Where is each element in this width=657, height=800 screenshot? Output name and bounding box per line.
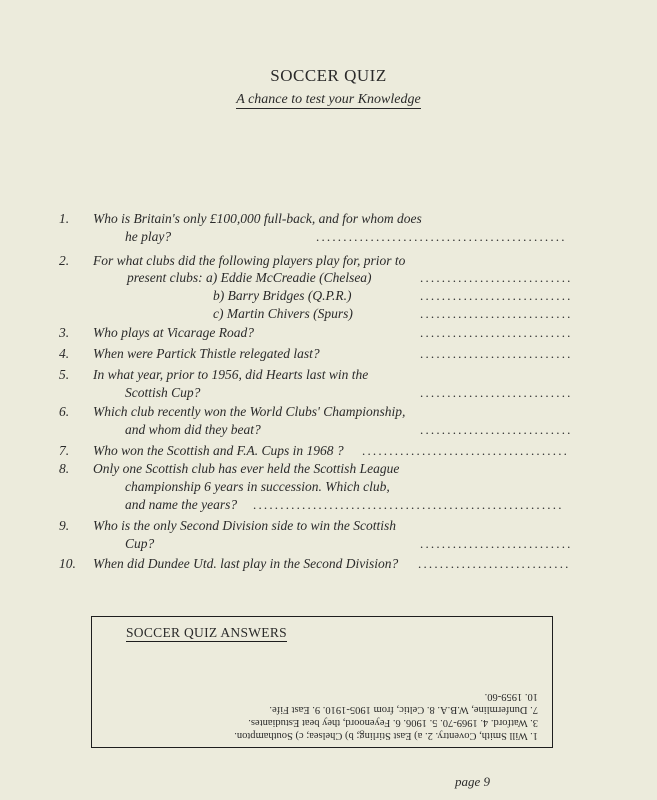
question-text: Who is the only Second Division side to win the Scottish bbox=[93, 518, 396, 533]
answer-blank: ............................ bbox=[420, 270, 573, 285]
question-text: Cup? bbox=[125, 536, 155, 551]
question-text: Only one Scottish club has ever held the Scottish League bbox=[93, 461, 400, 476]
answer-blank: ......................................................... bbox=[253, 497, 564, 512]
question-number: 6. bbox=[59, 404, 70, 419]
question-text: present clubs: a) Eddie McCreadie (Chelsea) bbox=[127, 270, 372, 285]
question-number: 3. bbox=[59, 325, 70, 340]
answer-blank: ............................ bbox=[420, 385, 573, 400]
question-number: 9. bbox=[59, 518, 70, 533]
answer-blank: ............................ bbox=[420, 346, 573, 361]
answer-blank: ............................ bbox=[420, 306, 573, 321]
answers-title: SOCCER QUIZ ANSWERS bbox=[126, 625, 287, 640]
page-subtitle: A chance to test your Knowledge bbox=[236, 92, 421, 107]
answer-blank: .............................................. bbox=[316, 229, 567, 244]
question-text: he play? bbox=[125, 229, 172, 244]
answer-line: 10. 1959-60. bbox=[484, 691, 538, 702]
answer-line: 1. Will Smith, Coventry. 2. a) East Stirling; b) Chelsea; c) Southampton. bbox=[234, 730, 538, 741]
question-text: Who won the Scottish and F.A. Cups in 1968 ? bbox=[93, 443, 344, 458]
question-number: 8. bbox=[59, 461, 70, 476]
question-number: 10. bbox=[59, 556, 76, 571]
question-text: In what year, prior to 1956, did Hearts last win the bbox=[93, 367, 369, 382]
question-text: Who is Britain's only £100,000 full-back, and for whom does bbox=[93, 211, 422, 226]
page-number: page 9 bbox=[455, 774, 491, 789]
question-text: When were Partick Thistle relegated last? bbox=[93, 346, 320, 361]
answers-box bbox=[91, 616, 553, 748]
question-text: For what clubs did the following players play for, prior to bbox=[93, 253, 406, 268]
question-text: b) Barry Bridges (Q.P.R.) bbox=[213, 288, 352, 303]
answer-blank: ............................ bbox=[420, 288, 573, 303]
answer-blank: ............................ bbox=[420, 325, 573, 340]
answer-blank: ............................ bbox=[418, 556, 571, 571]
page-title: SOCCER QUIZ bbox=[270, 66, 387, 85]
question-text: championship 6 years in succession. Which club, bbox=[125, 479, 390, 494]
answer-blank: ............................ bbox=[420, 536, 573, 551]
answers-upside-down bbox=[92, 617, 554, 749]
question-text: c) Martin Chivers (Spurs) bbox=[213, 306, 353, 321]
question-text: Which club recently won the World Clubs' Championship, bbox=[93, 404, 406, 419]
question-number: 2. bbox=[59, 253, 70, 268]
question-number: 5. bbox=[59, 367, 70, 382]
answer-blank: ...................................... bbox=[362, 443, 570, 458]
question-number: 4. bbox=[59, 346, 70, 361]
question-text: Scottish Cup? bbox=[125, 385, 201, 400]
question-text: Who plays at Vicarage Road? bbox=[93, 325, 254, 340]
answer-line: 7. Dunfermline, W.B.A. 8. Celtic, from 1905-1910. 9. East Fife. bbox=[269, 704, 538, 715]
question-text: and whom did they beat? bbox=[125, 422, 261, 437]
question-number: 7. bbox=[59, 443, 70, 458]
question-number: 1. bbox=[59, 211, 70, 226]
question-text: When did Dundee Utd. last play in the Second Division? bbox=[93, 556, 399, 571]
question-text: and name the years? bbox=[125, 497, 238, 512]
answer-line: 3. Watford. 4. 1969-70. 5. 1906. 6. Feyenoord, they beat Estudiantes. bbox=[248, 717, 538, 728]
answer-blank: ............................ bbox=[420, 422, 573, 437]
